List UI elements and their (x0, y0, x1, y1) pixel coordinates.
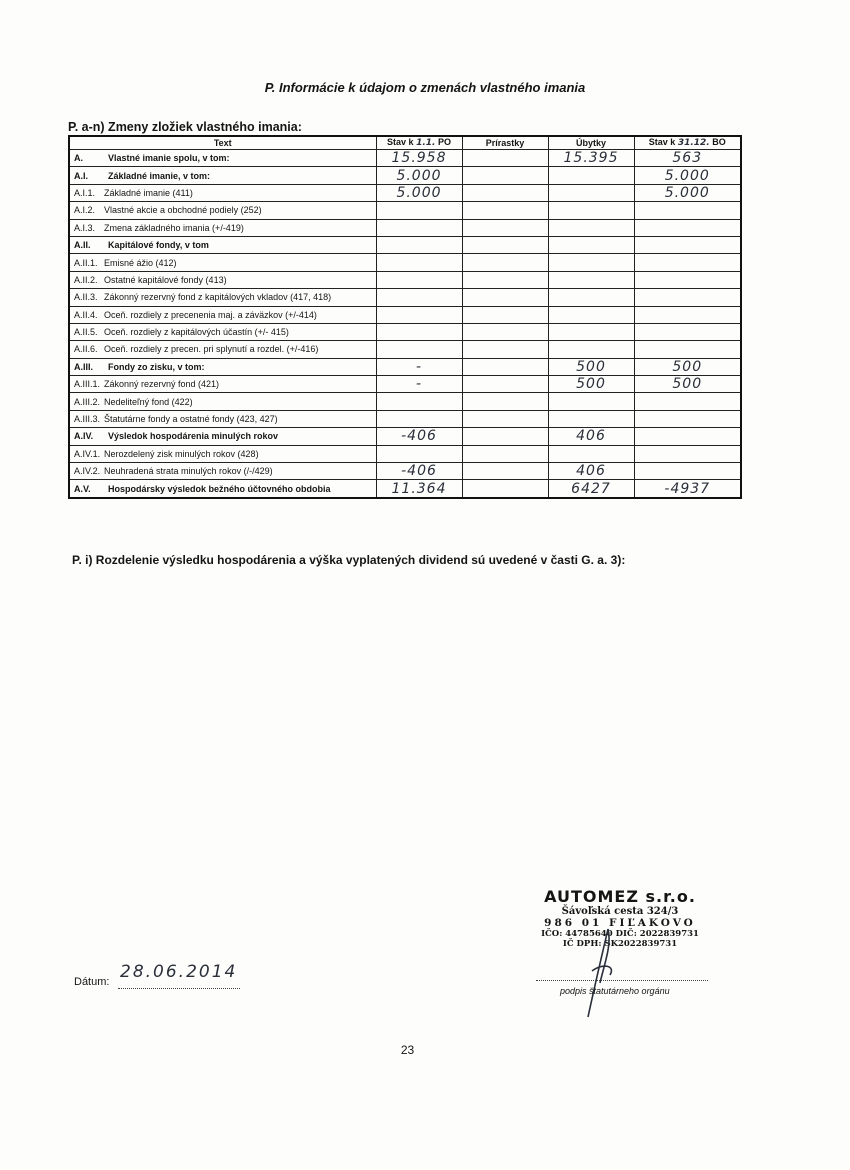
header-start: Stav k 1.1. PO (376, 136, 462, 150)
cell-decrease: 406 (548, 428, 634, 445)
cell-start (376, 254, 462, 271)
cell-end: 5.000 (634, 184, 741, 201)
cell-decrease: 6427 (548, 480, 634, 498)
cell-increase (462, 271, 548, 288)
table-row (69, 271, 741, 288)
cell-decrease (548, 236, 634, 253)
row-label (69, 254, 376, 271)
datum-value: 28.06.2014 (120, 962, 238, 982)
cell-start (376, 323, 462, 340)
table-row (69, 150, 741, 167)
stamp-company: AUTOMEZ s.r.o. (544, 887, 696, 906)
table-header-row (69, 136, 741, 150)
distribution-note: P. i) Rozdelenie výsledku hospodárenia a výška vyplatených dividend sú uvedené v časti G. a. 3): (72, 553, 626, 567)
row-label (69, 428, 376, 445)
row-text: Neuhradená strata minulých rokov (/-/429) (104, 466, 273, 477)
section-heading: P. a-n) Zmeny zložiek vlastného imania: (68, 120, 302, 134)
cell-increase (462, 202, 548, 219)
row-code: A.II.4. (74, 309, 98, 320)
cell-end (634, 323, 741, 340)
cell-end (634, 236, 741, 253)
row-text: Hospodársky výsledok bežného účtovného obdobia (108, 483, 331, 494)
table-row (69, 289, 741, 306)
table-row (69, 184, 741, 201)
row-text: Fondy zo zisku, v tom: (108, 361, 205, 372)
row-text: Emisné ážio (412) (104, 257, 177, 268)
header-text: Text (69, 136, 376, 150)
cell-increase (462, 167, 548, 184)
cell-end (634, 410, 741, 427)
row-label (69, 150, 376, 167)
cell-start: - (376, 358, 462, 375)
cell-end: 563 (634, 150, 741, 167)
row-text: Oceň. rozdiely z kapitálových účastín (+/- 415) (104, 327, 289, 338)
cell-increase (462, 341, 548, 358)
row-code: A.III.2. (74, 396, 101, 407)
table-row (69, 376, 741, 393)
cell-increase (462, 376, 548, 393)
row-text: Základné imanie, v tom: (108, 170, 211, 181)
cell-start: 11.364 (376, 480, 462, 498)
cell-start (376, 236, 462, 253)
row-label (69, 306, 376, 323)
row-label (69, 410, 376, 427)
row-text: Zákonný rezervný fond z kapitálových vkladov (417, 418) (104, 292, 332, 303)
cell-end (634, 306, 741, 323)
row-code: A.III. (74, 361, 94, 372)
signature-line (536, 980, 708, 981)
table-body (69, 150, 741, 498)
cell-increase (462, 480, 548, 498)
row-text: Zmena základného imania (+/-419) (104, 222, 244, 233)
row-text: Ostatné kapitálové fondy (413) (104, 274, 227, 285)
cell-decrease (548, 306, 634, 323)
table-row (69, 410, 741, 427)
row-code: A.II.5. (74, 327, 98, 338)
stamp-street: Šávoľská cesta 324/3 (561, 906, 679, 917)
row-text: Vlastné imanie spolu, v tom: (108, 153, 230, 164)
cell-increase (462, 358, 548, 375)
row-code: A.I.3. (74, 222, 96, 233)
cell-start (376, 341, 462, 358)
row-code: A.I. (74, 170, 89, 181)
equity-changes-table (68, 135, 742, 499)
row-code: A.II.6. (74, 344, 98, 355)
row-text: Nedeliteľný fond (422) (104, 396, 193, 407)
table-row (69, 236, 741, 253)
row-label (69, 167, 376, 184)
row-code: A.III.3. (74, 414, 101, 425)
stamp-city: 986 01 FIĽAKOVO (544, 917, 696, 929)
row-code: A.II. (74, 240, 91, 251)
cell-end: 500 (634, 376, 741, 393)
cell-start (376, 306, 462, 323)
table-row (69, 341, 741, 358)
row-label (69, 202, 376, 219)
row-code: A.IV.2. (74, 466, 101, 477)
cell-decrease (548, 445, 634, 462)
header-end: Stav k 31.12. BO (634, 136, 741, 150)
row-text: Nerozdelený zisk minulých rokov (428) (104, 448, 259, 459)
header-increase: Prírastky (462, 136, 548, 150)
table-row (69, 306, 741, 323)
cell-decrease (548, 202, 634, 219)
cell-end (634, 445, 741, 462)
cell-increase (462, 445, 548, 462)
cell-start: -406 (376, 463, 462, 480)
cell-decrease (548, 410, 634, 427)
cell-increase (462, 393, 548, 410)
cell-increase (462, 184, 548, 201)
row-code: A.V. (74, 483, 91, 494)
cell-start (376, 289, 462, 306)
cell-start: 5.000 (376, 184, 462, 201)
row-code: A.II.2. (74, 274, 98, 285)
cell-decrease: 15.395 (548, 150, 634, 167)
row-code: A.III.1. (74, 379, 101, 390)
cell-decrease (548, 184, 634, 201)
row-label (69, 358, 376, 375)
table-row (69, 428, 741, 445)
cell-start (376, 202, 462, 219)
table-row (69, 445, 741, 462)
table-row (69, 358, 741, 375)
cell-decrease (548, 219, 634, 236)
cell-start (376, 219, 462, 236)
cell-end (634, 202, 741, 219)
stamp-dph: IČ DPH: SK2022839731 (562, 939, 678, 949)
cell-start: 5.000 (376, 167, 462, 184)
row-code: A.IV. (74, 431, 94, 442)
cell-end (634, 254, 741, 271)
table-row (69, 480, 741, 498)
cell-end (634, 271, 741, 288)
cell-decrease: 500 (548, 358, 634, 375)
cell-increase (462, 306, 548, 323)
cell-increase (462, 323, 548, 340)
cell-increase (462, 150, 548, 167)
cell-decrease (548, 323, 634, 340)
cell-end: 5.000 (634, 167, 741, 184)
cell-decrease: 500 (548, 376, 634, 393)
row-code: A.IV.1. (74, 448, 101, 459)
table-row (69, 219, 741, 236)
row-label (69, 323, 376, 340)
datum-line (118, 988, 240, 989)
row-code: A.I.2. (74, 205, 96, 216)
row-text: Zákonný rezervný fond (421) (104, 379, 220, 390)
row-text: Základné imanie (411) (104, 187, 193, 198)
row-code: A.I.1. (74, 187, 96, 198)
row-label (69, 184, 376, 201)
cell-start: 15.958 (376, 150, 462, 167)
page-title: P. Informácie k údajom o zmenách vlastného imania (264, 80, 586, 95)
signature-caption: podpis štatutárneho orgánu (560, 986, 670, 996)
row-label (69, 480, 376, 498)
cell-decrease: 406 (548, 463, 634, 480)
row-code: A. (74, 153, 83, 164)
table-row (69, 254, 741, 271)
table-row (69, 393, 741, 410)
table-row (69, 202, 741, 219)
row-label (69, 376, 376, 393)
page-number: 23 (400, 1043, 415, 1057)
row-label (69, 393, 376, 410)
cell-increase (462, 428, 548, 445)
row-label (69, 289, 376, 306)
row-label (69, 271, 376, 288)
cell-end: -4937 (634, 480, 741, 498)
row-label (69, 445, 376, 462)
row-label (69, 236, 376, 253)
cell-start: -406 (376, 428, 462, 445)
table-row (69, 463, 741, 480)
cell-start: - (376, 376, 462, 393)
cell-decrease (548, 341, 634, 358)
stamp-ico: IČO: 44785640 DIČ: 2022839731 (541, 929, 699, 939)
table-row (69, 323, 741, 340)
cell-end: 500 (634, 358, 741, 375)
cell-increase (462, 463, 548, 480)
cell-end (634, 341, 741, 358)
row-text: Oceň. rozdiely z precen. pri splynutí a rozdel. (+/-416) (104, 344, 319, 355)
row-label (69, 341, 376, 358)
row-text: Výsledok hospodárenia minulých rokov (108, 431, 279, 442)
cell-decrease (548, 167, 634, 184)
row-code: A.II.1. (74, 257, 98, 268)
cell-increase (462, 254, 548, 271)
cell-end (634, 463, 741, 480)
row-text: Oceň. rozdiely z precenenia maj. a záväzkov (+/-414) (104, 309, 317, 320)
cell-start (376, 445, 462, 462)
cell-increase (462, 410, 548, 427)
row-code: A.II.3. (74, 292, 98, 303)
cell-increase (462, 289, 548, 306)
cell-start (376, 271, 462, 288)
row-text: Vlastné akcie a obchodné podiely (252) (104, 205, 262, 216)
header-decrease: Úbytky (548, 136, 634, 150)
cell-increase (462, 219, 548, 236)
row-label (69, 463, 376, 480)
cell-end (634, 428, 741, 445)
cell-increase (462, 236, 548, 253)
cell-decrease (548, 393, 634, 410)
row-label (69, 219, 376, 236)
cell-decrease (548, 289, 634, 306)
cell-start (376, 393, 462, 410)
datum-label: Dátum: (74, 976, 110, 988)
row-text: Štatutárne fondy a ostatné fondy (423, 427) (104, 414, 278, 425)
cell-end (634, 219, 741, 236)
cell-decrease (548, 254, 634, 271)
cell-end (634, 289, 741, 306)
cell-end (634, 393, 741, 410)
row-text: Kapitálové fondy, v tom (108, 240, 209, 251)
cell-start (376, 410, 462, 427)
cell-decrease (548, 271, 634, 288)
handwritten-signature (582, 925, 622, 1020)
table-row (69, 167, 741, 184)
